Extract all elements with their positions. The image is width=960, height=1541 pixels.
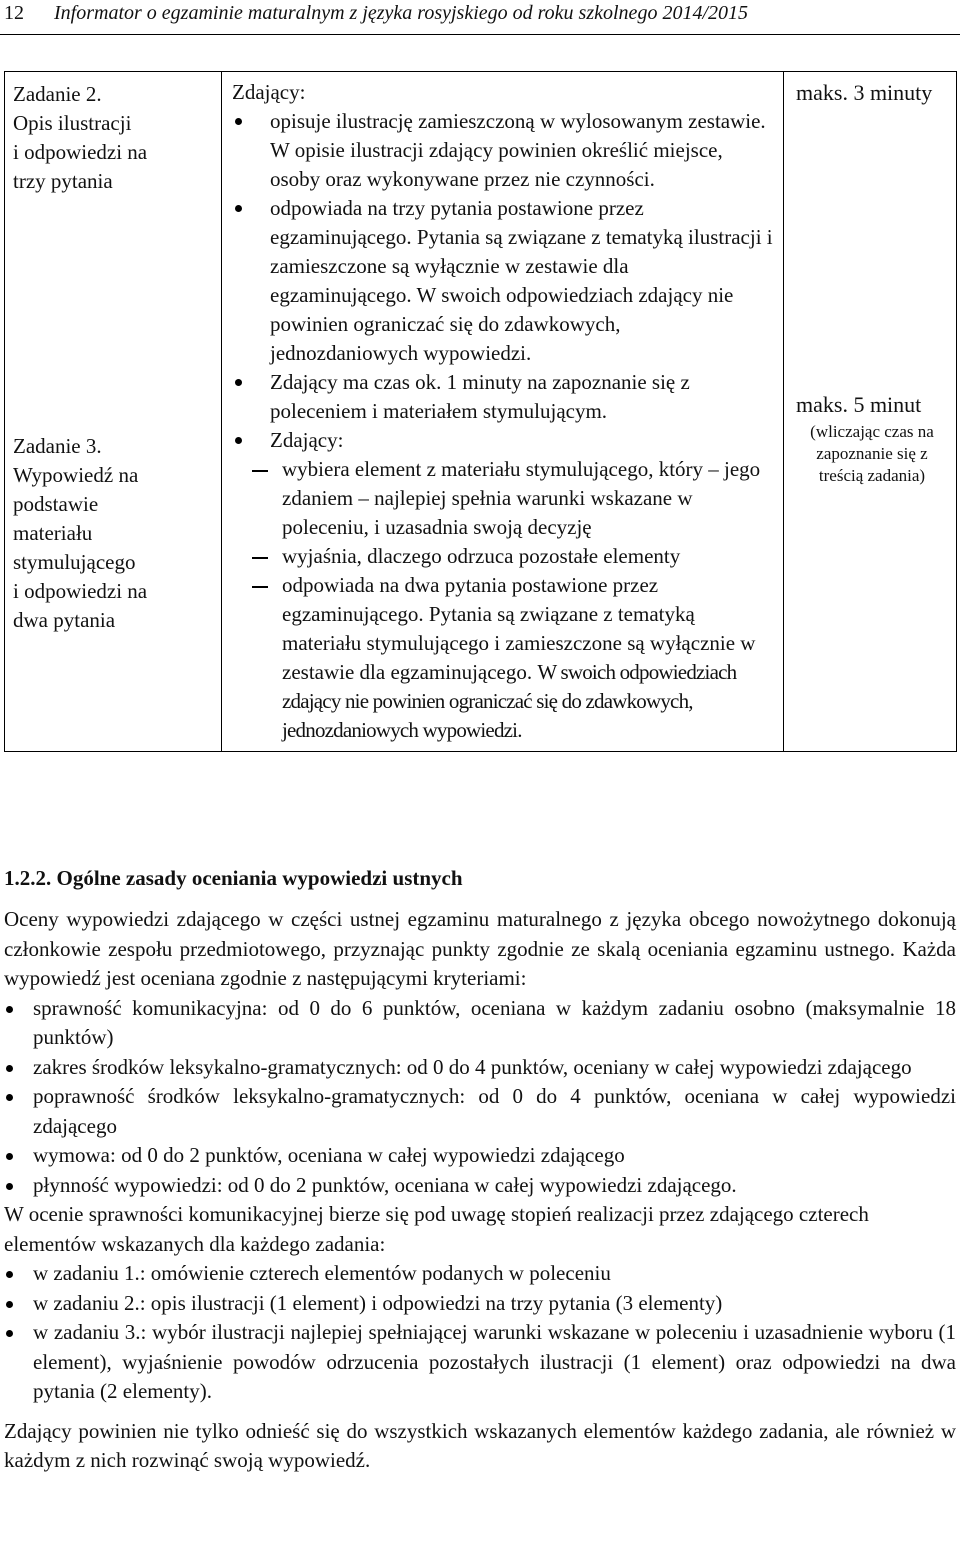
task2-name bbox=[13, 80, 215, 196]
criteria-item: zakres środków leksykalno-gramatycznych: od 0 do 4 punktów, oceniany w całej wypowiedzi zdającego bbox=[4, 1053, 956, 1083]
task-descriptions-cell bbox=[222, 72, 784, 752]
task2-name-line: Zadanie 2. bbox=[13, 82, 102, 106]
task3-time-note: (wliczając czas na zapoznanie się z treścią zadania) bbox=[810, 422, 934, 485]
task3-dash-3b: W swoich odpowiedziach zdający nie powinien ograniczać się do zdawkowych, jednozdaniowych wypowiedzi. bbox=[282, 660, 737, 742]
elements-intro: W ocenie sprawności komunikacyjnej bierze się pod uwagę stopień realizacji przez zdającego czterech elementów wskazanych dla każdego zadania: bbox=[4, 1202, 869, 1256]
header-rule bbox=[0, 34, 960, 35]
task3-bullet-1: Zdający ma czas ok. 1 minuty na zapoznanie się z poleceniem i materiałem stymulującym. bbox=[232, 368, 773, 426]
section-body bbox=[4, 905, 956, 1476]
task2-name-line: trzy pytania bbox=[13, 169, 113, 193]
task3-bullet-2 bbox=[232, 426, 773, 745]
criteria-item: sprawność komunikacyjna: od 0 do 6 punktów, oceniana w każdym zadaniu osobno (maksymalnie 18 punktów) bbox=[4, 994, 956, 1053]
elements-item: w zadaniu 2.: opis ilustracji (1 element) i odpowiedzi na trzy pytania (3 elementy) bbox=[4, 1289, 956, 1319]
closing-paragraph: Zdający powinien nie tylko odnieść się do wszystkich wskazanych elementów każdego zadania, ale również w każdym z nich rozwinąć swoją wypowiedź. bbox=[4, 1418, 956, 1472]
task3-dash-1: wybiera element z materiału stymulującego, który – jego zdaniem – najlepiej spełnia warunki wskazane w poleceniu, i uzasadnia swoją decyzję bbox=[232, 455, 773, 542]
task3-bullet-2-label: Zdający: bbox=[270, 428, 344, 452]
task2-bullets bbox=[232, 107, 773, 368]
task-names-cell bbox=[5, 72, 222, 752]
task2-intro: Zdający: bbox=[232, 80, 306, 104]
task3-name-line: stymulującego bbox=[13, 550, 136, 574]
section-intro: Oceny wypowiedzi zdającego w części ustnej egzaminu maturalnego z języka obcego nowożytnego dokonują członkowie zespołu przedmiotowego, przyznając punkty zgodnie ze skalą oceniania egzaminu ustnego. Każda wypowiedź jest oceniana zgodnie z następującymi kryteriami: bbox=[4, 907, 956, 990]
task2-bullet-2: odpowiada na trzy pytania postawione przez egzaminującego. Pytania są związane z tematyką ilustracji i zamieszczone są wyłącznie w zestawie dla egzaminującego. W swoich odpowiedziach zdający nie powinien ograniczać się do zdawkowych, jednozdaniowych wypowiedzi. bbox=[232, 194, 773, 368]
task3-time: maks. 5 minut bbox=[796, 392, 922, 417]
task2-name-line: Opis ilustracji bbox=[13, 111, 132, 135]
task3-bullets bbox=[232, 368, 773, 745]
task3-dash-2: wyjaśnia, dlaczego odrzuca pozostałe elementy bbox=[232, 542, 773, 571]
criteria-item: wymowa: od 0 do 2 punktów, oceniana w całej wypowiedzi zdającego bbox=[4, 1141, 956, 1171]
task3-name-line: Zadanie 3. bbox=[13, 434, 102, 458]
running-title: Informator o egzaminie maturalnym z języka rosyjskiego od roku szkolnego 2014/2015 bbox=[54, 2, 748, 24]
page-number: 12 bbox=[4, 2, 24, 24]
elements-list bbox=[4, 1259, 956, 1407]
tasks-row bbox=[5, 72, 957, 752]
task3-name-line: materiału bbox=[13, 521, 93, 545]
task2-bullet-1: opisuje ilustrację zamieszczoną w wylosowanym zestawie. W opisie ilustracji zdający powinien określić miejsce, osoby oraz wykonywane przez nie czynności. bbox=[232, 107, 773, 194]
elements-item: w zadaniu 1.: omówienie czterech elementów podanych w poleceniu bbox=[4, 1259, 956, 1289]
task3-name-line: podstawie bbox=[13, 492, 99, 516]
criteria-list bbox=[4, 994, 956, 1201]
elements-item: w zadaniu 3.: wybór ilustracji najlepiej spełniającej warunki wskazane w poleceniu i uzasadnienie wyboru (1 element), wyjaśnienie powodów odrzucenia pozostałych ilustracji (1 element) oraz odpowiedzi na dwa pytania (2 elementy). bbox=[4, 1318, 956, 1407]
task3-name-line: Wypowiedź na bbox=[13, 463, 139, 487]
section-heading: 1.2.2. Ogólne zasady oceniania wypowiedzi ustnych bbox=[4, 866, 463, 890]
tasks-table bbox=[4, 71, 957, 752]
task3-name-line: dwa pytania bbox=[13, 608, 116, 632]
task3-name bbox=[13, 432, 215, 635]
task-times-cell bbox=[784, 72, 957, 752]
task3-dash-3a: odpowiada na dwa pytania postawione przez egzaminującego. Pytania są związane z tematyką materiału stymulującego i zamieszczone są wyłącznie w zestawie dla egzaminującego. bbox=[282, 573, 756, 684]
task3-dash-3 bbox=[232, 571, 773, 745]
task3-dash-list bbox=[270, 455, 773, 745]
task3-name-line: i odpowiedzi na bbox=[13, 579, 148, 603]
criteria-item: poprawność środków leksykalno-gramatycznych: od 0 do 4 punktów, oceniana w całej wypowiedzi zdającego bbox=[4, 1082, 956, 1141]
task2-name-line: i odpowiedzi na bbox=[13, 140, 148, 164]
criteria-item: płynność wypowiedzi: od 0 do 2 punktów, oceniana w całej wypowiedzi zdającego. bbox=[4, 1171, 956, 1201]
task2-time: maks. 3 minuty bbox=[796, 80, 933, 105]
